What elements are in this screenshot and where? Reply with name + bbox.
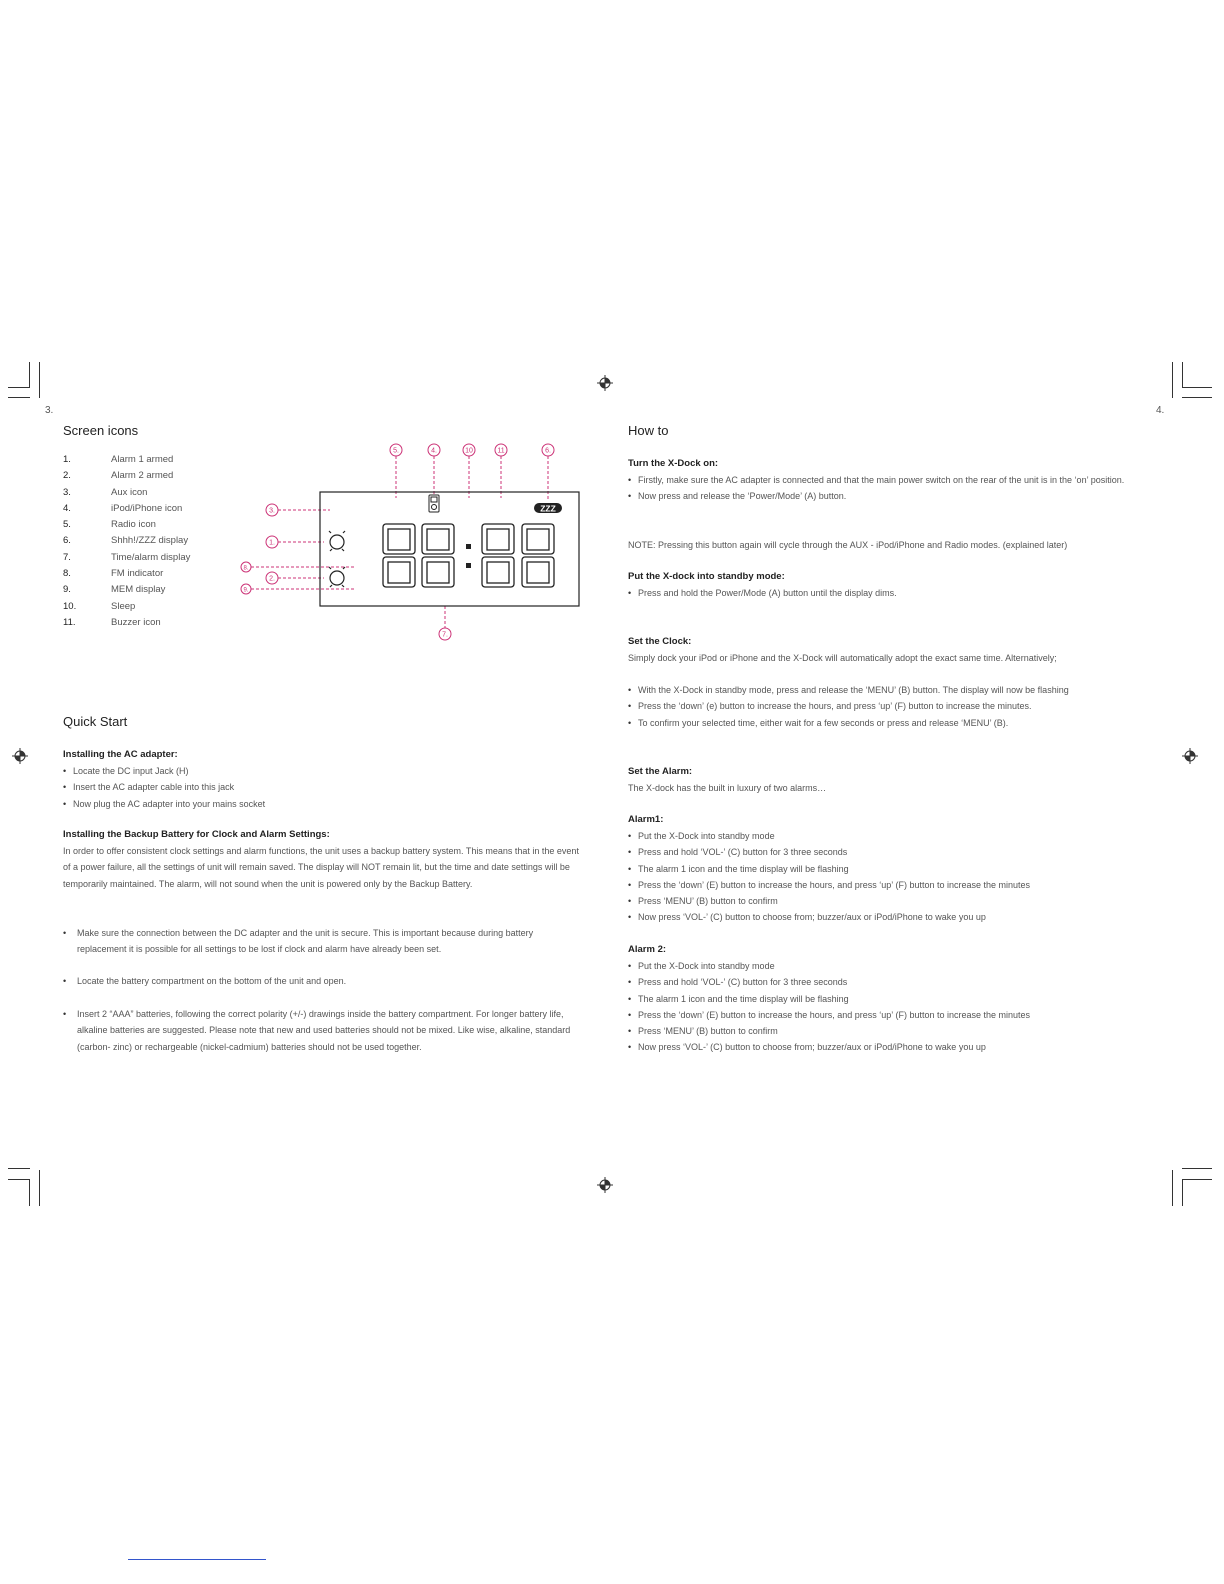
crop-mark xyxy=(29,1180,30,1206)
list-item xyxy=(63,501,263,517)
callout-6-label: 6. xyxy=(545,447,551,455)
item-label: Alarm 1 armed xyxy=(111,454,174,465)
lcd-diagram xyxy=(236,438,580,648)
registration-mark-icon xyxy=(12,748,28,764)
item-label: Shhh!/ZZZ display xyxy=(111,535,189,547)
standby-steps xyxy=(628,585,1128,601)
list-item xyxy=(63,599,263,615)
list-item: • Firstly, make sure the AC adapter is connected and that the main power switch on the rear of the unit is in the ‘on’ position. xyxy=(628,472,1128,488)
list-item xyxy=(63,550,263,566)
item-label: FM indicator xyxy=(111,568,164,580)
list-item: • Put the X-Dock into standby mode xyxy=(628,958,1138,974)
crop-mark xyxy=(1182,1180,1183,1206)
callout-10-label: 10 xyxy=(465,447,473,455)
item-label: Radio icon xyxy=(111,519,156,531)
list-item: • Press and hold ‘VOL-’ (C) button for 3 three seconds xyxy=(628,974,1138,990)
list-item: • Press ‘MENU’ (B) button to confirm xyxy=(628,1023,1138,1039)
registration-mark-icon xyxy=(597,375,613,391)
alarm-clock-icon xyxy=(329,567,345,587)
ac-adapter-steps xyxy=(63,763,583,812)
backup-battery-title: Installing the Backup Battery for Clock and Alarm Settings: xyxy=(63,829,330,840)
time-digits-text xyxy=(0,0,1,1)
item-label: MEM display xyxy=(111,584,166,596)
list-item xyxy=(63,615,263,631)
bottom-link-underline xyxy=(128,1559,266,1560)
item-number: 3. xyxy=(63,486,71,498)
item-number: 4. xyxy=(63,502,71,514)
item-number: 9. xyxy=(63,584,71,596)
page-number-right: 4. xyxy=(1156,405,1165,416)
list-item: • To confirm your selected time, either wait for a few seconds or press and release ‘MENU’ (B). xyxy=(628,715,1138,731)
item-label: Aux icon xyxy=(111,486,148,498)
callout-2-label: 2. xyxy=(269,575,275,583)
crop-mark xyxy=(8,1168,30,1169)
list-item xyxy=(63,533,263,549)
list-item: • Put the X-Dock into standby mode xyxy=(628,828,1138,844)
list-item: • Press ‘MENU’ (B) button to confirm xyxy=(628,893,1138,909)
crop-mark xyxy=(29,362,30,388)
colon-dot xyxy=(466,544,471,549)
set-clock-intro: Simply dock your iPod or iPhone and the X-Dock will automatically adopt the exact same time. Alternatively; xyxy=(628,653,1057,663)
set-clock-steps xyxy=(628,682,1138,731)
item-number: 2. xyxy=(63,470,71,482)
registration-mark-icon xyxy=(1182,748,1198,764)
item-number: 5. xyxy=(63,519,71,531)
digit xyxy=(482,524,514,587)
alarm2-steps xyxy=(628,958,1138,1056)
crop-mark xyxy=(1182,387,1212,388)
list-item: • Press the ‘down’ (E) button to increase the hours, and press ‘up’ (F) button to increase the minutes xyxy=(628,1007,1138,1023)
set-alarm-title: Set the Alarm: xyxy=(628,766,693,777)
backup-battery-bullet xyxy=(63,1006,583,1055)
item-number: 11. xyxy=(63,616,76,628)
backup-battery-bullet xyxy=(63,925,583,958)
list-item xyxy=(63,582,263,598)
standby-title: Put the X-dock into standby mode: xyxy=(628,571,785,582)
list-item: • Press the ‘down’ (e) button to increase the hours, and press ‘up’ (F) button to increase the minutes. xyxy=(628,698,1138,714)
list-item: • Insert 2 “AAA” batteries, following the correct polarity (+/-) drawings inside the battery compartment. For longer battery life, alkaline batteries are suggested. Please note that new and used batteries should not be mixed. Like wise, alkaline, standard (carbon- zinc) or rechargeable (nickel-cadmium) batteries should not be used together. xyxy=(63,1006,583,1055)
crop-mark xyxy=(8,1179,30,1180)
how-to-heading: How to xyxy=(628,423,669,438)
item-number: 1. xyxy=(63,454,71,465)
list-item: • Now press ‘VOL-’ (C) button to choose from; buzzer/aux or iPod/iPhone to wake you up xyxy=(628,909,1138,925)
colon-dot xyxy=(466,563,471,568)
backup-battery-paragraph: In order to offer consistent clock settings and alarm functions, the unit uses a backup battery system. This means that in the event of a power failure, all the settings of unit will remain saved. The display will NOT remain lit, but the time and date settings will be temporarily maintained. The alarm, will not sound when the unit is powered only by the Backup Battery. xyxy=(63,846,579,889)
item-label: Time/alarm display xyxy=(111,551,191,563)
callout-4-label: 4. xyxy=(431,447,437,455)
quick-start-heading: Quick Start xyxy=(63,714,128,729)
crop-mark xyxy=(39,1170,40,1206)
turn-on-title: Turn the X-Dock on: xyxy=(628,458,719,469)
item-number: 10. xyxy=(63,600,77,612)
list-item xyxy=(63,517,263,533)
callout-7-label: 7. xyxy=(442,631,448,639)
crop-mark xyxy=(8,387,30,388)
list-item: • Press the ‘down’ (E) button to increase the hours, and press ‘up’ (F) button to increase the minutes xyxy=(628,877,1138,893)
item-number: 7. xyxy=(63,551,71,563)
ac-adapter-title: Installing the AC adapter: xyxy=(63,749,178,760)
list-item xyxy=(63,566,263,582)
list-item xyxy=(63,452,263,468)
callout-1-label: 1. xyxy=(269,539,275,547)
zzz-text: ZZZ xyxy=(540,503,556,514)
screen-icons-heading: Screen icons xyxy=(63,423,139,438)
item-label: Buzzer icon xyxy=(111,616,161,628)
list-item xyxy=(63,468,263,484)
list-item: • The alarm 1 icon and the time display will be flashing xyxy=(628,991,1138,1007)
list-item: • Insert the AC adapter cable into this jack xyxy=(63,779,583,795)
list-item: • The alarm 1 icon and the time display will be flashing xyxy=(628,861,1138,877)
list-item: • Locate the battery compartment on the bottom of the unit and open. xyxy=(63,973,583,989)
callout-5-label: 5. xyxy=(393,447,399,455)
crop-mark xyxy=(8,397,30,398)
crop-mark xyxy=(1182,362,1183,388)
set-clock-title: Set the Clock: xyxy=(628,636,692,647)
crop-mark xyxy=(1182,397,1212,398)
ipod-icon xyxy=(429,495,439,512)
list-item: • Locate the DC input Jack (H) xyxy=(63,763,583,779)
alarm1-steps xyxy=(628,828,1138,926)
callout-3-label: 3. xyxy=(269,507,275,515)
list-item: • With the X-Dock in standby mode, press and release the ‘MENU’ (B) button. The display will now be flashing xyxy=(628,682,1138,698)
registration-mark-icon xyxy=(597,1177,613,1193)
digit xyxy=(422,524,454,587)
item-number: 8. xyxy=(63,568,71,580)
item-label: Alarm 2 armed xyxy=(111,470,174,482)
screen-icons-list xyxy=(63,452,263,631)
callout-9-label: 9. xyxy=(243,587,249,594)
crop-mark xyxy=(1182,1179,1212,1180)
list-item: • Press and hold the Power/Mode (A) button until the display dims. xyxy=(628,585,1128,601)
crop-mark xyxy=(1172,362,1173,398)
list-item: • Now press ‘VOL-’ (C) button to choose from; buzzer/aux or iPod/iPhone to wake you up xyxy=(628,1039,1138,1055)
backup-battery-bullet xyxy=(63,973,583,989)
list-item: • Make sure the connection between the DC adapter and the unit is secure. This is important because during battery replacement it is possible for all settings to be lost if clock and alarm have already been set. xyxy=(63,925,583,958)
item-number: 6. xyxy=(63,535,71,547)
note-text: NOTE: Pressing this button again will cycle through the AUX - iPod/iPhone and Radio modes. (explained later) xyxy=(628,540,1068,550)
item-label: Sleep xyxy=(111,600,136,612)
alarm-clock-icon xyxy=(329,531,345,551)
alarm1-title: Alarm1: xyxy=(628,814,664,825)
digit xyxy=(383,524,415,587)
time-display-digits xyxy=(383,524,554,587)
alarm2-title: Alarm 2: xyxy=(628,944,667,955)
list-item xyxy=(63,485,263,501)
item-label: iPod/iPhone icon xyxy=(111,502,183,514)
list-item: • Now plug the AC adapter into your mains socket xyxy=(63,796,583,812)
callout-8-label: 8. xyxy=(243,565,249,572)
crop-mark xyxy=(39,362,40,398)
callout-11-label: 11 xyxy=(497,447,505,455)
digit xyxy=(522,524,554,587)
crop-mark xyxy=(1172,1170,1173,1206)
list-item: • Now press and release the ‘Power/Mode’ (A) button. xyxy=(628,488,1128,504)
page-number-left: 3. xyxy=(45,405,54,416)
turn-on-steps xyxy=(628,472,1128,505)
crop-mark xyxy=(1182,1168,1212,1169)
set-alarm-intro: The X-dock has the built in luxury of two alarms… xyxy=(628,783,827,793)
list-item: • Press and hold ‘VOL-’ (C) button for 3 three seconds xyxy=(628,844,1138,860)
